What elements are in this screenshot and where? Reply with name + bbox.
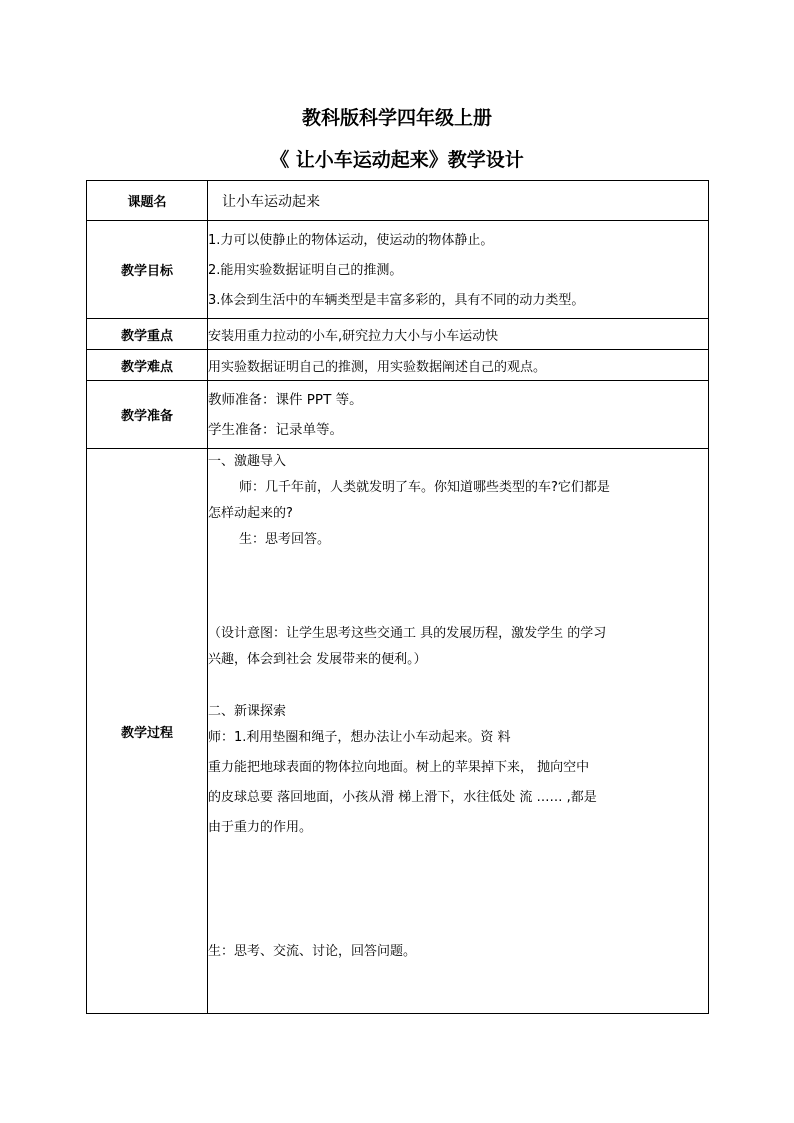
sec1-teacher-cont: 怎样动起来的?	[208, 506, 293, 521]
value-process	[208, 449, 709, 1014]
material-text: 重力能把地球表面的物体拉向地面。树上的苹果掉下来， 抛向空中	[208, 760, 590, 775]
doc-title-line1: 教科版科学四年级上册	[301, 107, 492, 129]
goal-item: 2.能用实验数据证明自己的推测。	[208, 262, 403, 278]
design-intent-cont: 兴趣，体会到社会 发展带来的便利。）	[208, 652, 427, 667]
goal-item: 1.力可以使静止的物体运动，使运动的物体静止。	[208, 232, 494, 248]
sec2-student: 生：思考、交流、讨论，回答问题。	[208, 944, 417, 959]
row-topic	[87, 181, 709, 221]
label-focus: 教学重点	[87, 319, 208, 350]
goal-item: 3.体会到生活中的车辆类型是丰富多彩的，具有不同的动力类型。	[208, 292, 585, 308]
value-prep	[208, 381, 709, 449]
label-prep: 教学准备	[87, 381, 208, 449]
label-difficulty: 教学难点	[87, 350, 208, 381]
row-goals	[87, 221, 709, 319]
lesson-plan-table	[86, 180, 709, 1014]
material-text-cont: 的皮球总要 落回地面，小孩从滑 梯上滑下，水往低处 流 …… ,都是	[208, 790, 597, 805]
sec2-teacher: 师：1.利用垫圈和绳子，想办法让小车动起来。资 料	[208, 730, 511, 745]
value-difficulty: 用实验数据证明自己的推测，用实验数据阐述自己的观点。	[208, 350, 709, 381]
sec1-teacher: 师：几千年前，人类就发明了车。你知道哪些类型的车?它们都是	[239, 480, 610, 495]
label-topic: 课题名	[87, 181, 208, 221]
label-process: 教学过程	[87, 449, 208, 1014]
value-topic: 让小车运动起来	[208, 181, 709, 221]
doc-title-line2: 《 让小车运动起来》教学设计	[270, 149, 524, 171]
value-goals	[208, 221, 709, 319]
material-text-end: 由于重力的作用。	[208, 820, 313, 835]
label-goals: 教学目标	[87, 221, 208, 319]
sec1-heading: 一、激趣导入	[208, 454, 287, 469]
prep-teacher: 教师准备：课件 PPT 等。	[208, 391, 363, 408]
sec2-heading: 二、新课探索	[208, 704, 287, 719]
row-process	[87, 449, 709, 1014]
row-prep	[87, 381, 709, 449]
design-intent: （设计意图：让学生思考这些交通工 具的发展历程，激发学生 的学习	[208, 626, 607, 641]
row-focus	[87, 319, 709, 350]
prep-student: 学生准备：记录单等。	[208, 421, 343, 438]
value-focus: 安装用重力拉动的小车,研究拉力大小与小车运动快	[208, 319, 709, 350]
row-difficulty	[87, 350, 709, 381]
sec1-student: 生：思考回答。	[239, 532, 331, 547]
